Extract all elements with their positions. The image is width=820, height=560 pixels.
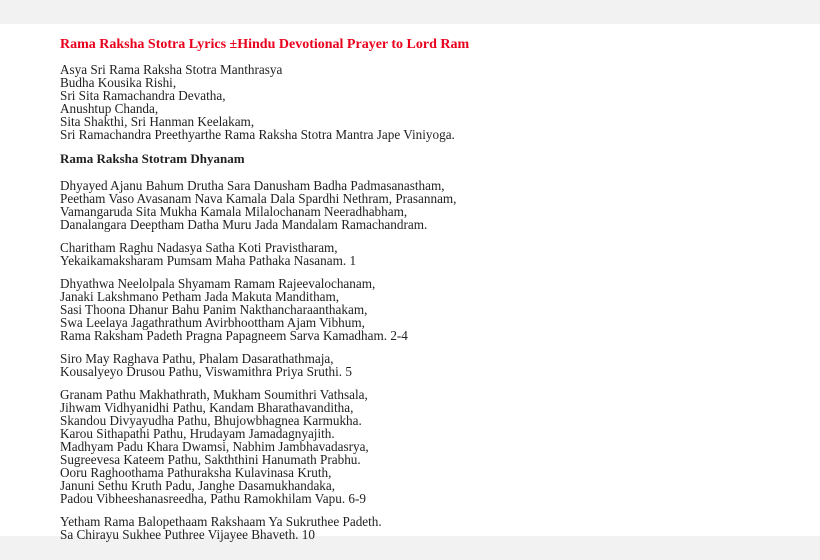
- dhyanam-heading: Rama Raksha Stotram Dhyanam: [60, 151, 245, 166]
- verse-line: Karou Sithapathi Pathu, Hrudayam Jamadagnyajith.: [60, 426, 335, 441]
- verse-line: Swa Leelaya Jagathrathum Avirbhoottham Ajam Vibhum,: [60, 315, 365, 330]
- verse-1-paragraph: [60, 241, 800, 267]
- verse-6-9-paragraph: [60, 388, 800, 505]
- verse-2-4-paragraph: [60, 277, 800, 342]
- intro-line: Sita Shakthi, Sri Hanman Keelakam,: [60, 114, 255, 129]
- verse-line: Jihwam Vidhyanidhi Pathu, Kandam Bharathavanditha,: [60, 400, 354, 415]
- verse-line: Sasi Thoona Dhanur Bahu Panim Nakthancharaanthakam,: [60, 302, 368, 317]
- intro-line: Anushtup Chanda,: [60, 101, 159, 116]
- verse-line: Granam Pathu Makhathrath, Mukham Soumithri Vathsala,: [60, 387, 368, 402]
- verse-line: Peetham Vaso Avasanam Nava Kamala Dala Spardhi Nethram, Prasannam,: [60, 191, 457, 206]
- verse-line: Janaki Lakshmano Petham Jada Makuta Manditham,: [60, 289, 340, 304]
- intro-line: Asya Sri Rama Raksha Stotra Manthrasya: [60, 62, 283, 77]
- intro-paragraph: [60, 63, 800, 141]
- verse-line: Rama Raksham Padeth Pragna Papagneem Sarva Kamadham. 2-4: [60, 328, 408, 343]
- verse-line: Siro May Raghava Pathu, Phalam Dasarathathmaja,: [60, 351, 334, 366]
- verse-line: Yekaikamaksharam Pumsam Maha Pathaka Nasanam. 1: [60, 253, 357, 268]
- document-body: [60, 36, 800, 551]
- document-title: Rama Raksha Stotra Lyrics ±Hindu Devotional Prayer to Lord Ram: [60, 37, 470, 52]
- verse-line: Vamangaruda Sita Mukha Kamala Milalochanam Neeradhabham,: [60, 204, 408, 219]
- verse-line: Skandou Divyayudha Pathu, Bhujowbhagnea Karmukha.: [60, 413, 362, 428]
- verse-line: Januni Sethu Kruth Padu, Janghe Dasamukhandaka,: [60, 478, 336, 493]
- dhyanam-paragraph: [60, 179, 800, 231]
- intro-line: Sri Ramachandra Preethyarthe Rama Raksha Stotra Mantra Jape Viniyoga.: [60, 127, 455, 142]
- verse-line: Danalangara Deeptham Datha Muru Jada Mandalam Ramachandram.: [60, 217, 428, 232]
- verse-line: Charitham Raghu Nadasya Satha Koti Pravistharam,: [60, 240, 338, 255]
- verse-line: Ooru Raghoothama Pathuraksha Kulavinasa Kruth,: [60, 465, 332, 480]
- intro-line: Budha Kousika Rishi,: [60, 75, 177, 90]
- verse-10-paragraph: [60, 515, 800, 541]
- verse-line: Sugreevesa Kateem Pathu, Sakththini Hanumath Prabhu.: [60, 452, 361, 467]
- verse-line: Kousalyeyo Drusou Pathu, Viswamithra Priya Sruthi. 5: [60, 364, 352, 379]
- verse-line: Dhyathwa Neelolpala Shyamam Ramam Rajeevalochanam,: [60, 276, 376, 291]
- intro-line: Sri Sita Ramachandra Devatha,: [60, 88, 226, 103]
- top-margin-band: [0, 0, 820, 24]
- verse-line: Yetham Rama Balopethaam Rakshaam Ya Sukruthee Padeth.: [60, 514, 382, 529]
- verse-line: Dhyayed Ajanu Bahum Drutha Sara Danusham Badha Padmasanastham,: [60, 178, 445, 193]
- verse-5-paragraph: [60, 352, 800, 378]
- verse-line: Madhyam Padu Khara Dwamsi, Nabhim Jambhavadasrya,: [60, 439, 369, 454]
- verse-line: Sa Chirayu Sukhee Puthree Vijayee Bhaveth. 10: [60, 527, 315, 542]
- verse-line: Padou Vibheeshanasreedha, Pathu Ramokhilam Vapu. 6-9: [60, 491, 367, 506]
